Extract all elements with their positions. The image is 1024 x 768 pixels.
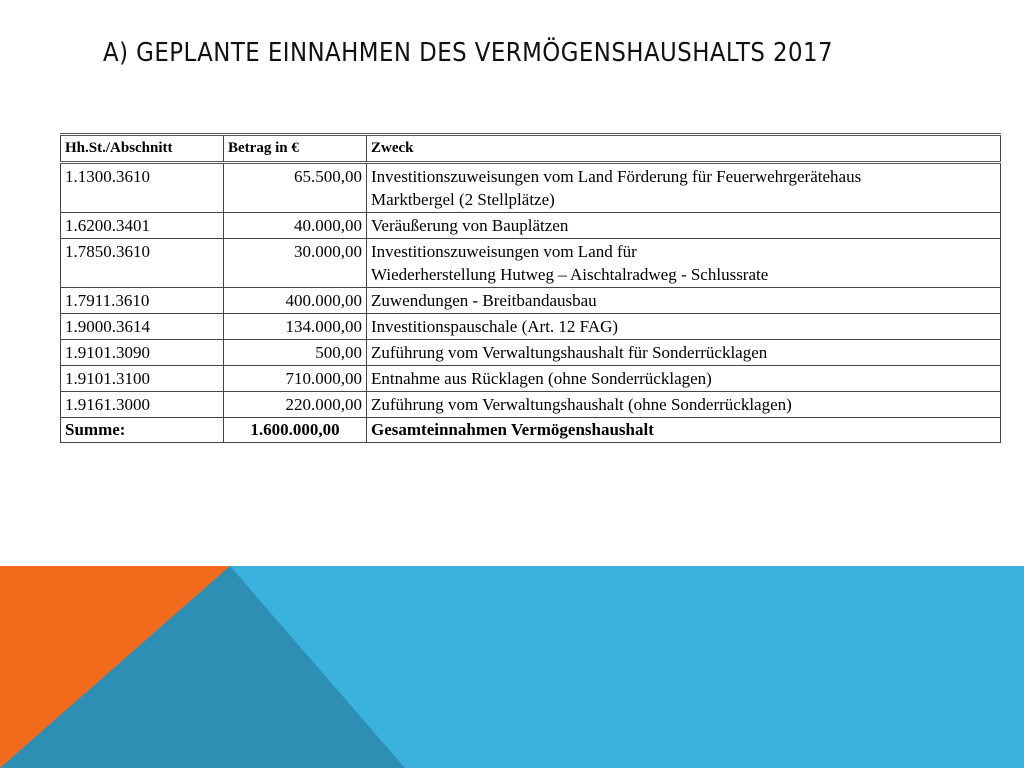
cell-amount: 400.000,00	[224, 288, 367, 314]
header-section: Hh.St./Abschnitt	[61, 135, 224, 163]
total-purpose: Gesamteinnahmen Vermögenshaushalt	[367, 418, 1001, 443]
table-row	[61, 213, 1001, 239]
decorative-footer	[0, 566, 1024, 768]
cell-purpose: Entnahme aus Rücklagen (ohne Sonderrücklagen)	[367, 366, 1001, 392]
table-header-row	[61, 135, 1001, 163]
header-amount: Betrag in €	[224, 135, 367, 163]
cell-purpose	[367, 239, 1001, 288]
slide-title: A) GEPLANTE EINNAHMEN DES VERMÖGENSHAUSHALTS 2017	[103, 38, 834, 68]
table-row	[61, 163, 1001, 213]
total-amount: 1.600.000,00	[224, 418, 367, 443]
table-row	[61, 314, 1001, 340]
cell-section: 1.6200.3401	[61, 213, 224, 239]
purpose-line: Marktbergel (2 Stellplätze)	[371, 190, 555, 209]
cell-amount: 65.500,00	[224, 163, 367, 213]
purpose-line: Wiederherstellung Hutweg – Aischtalradweg - Schlussrate	[371, 265, 769, 284]
total-row	[61, 418, 1001, 443]
revenue-table	[60, 133, 1001, 443]
cell-section: 1.9101.3100	[61, 366, 224, 392]
cell-section: 1.9000.3614	[61, 314, 224, 340]
cell-section: 1.9161.3000	[61, 392, 224, 418]
cell-section: 1.7850.3610	[61, 239, 224, 288]
purpose-line: Investitionszuweisungen vom Land Förderung für Feuerwehrgerätehaus	[371, 167, 862, 186]
cell-amount: 134.000,00	[224, 314, 367, 340]
cell-amount: 710.000,00	[224, 366, 367, 392]
cell-purpose: Veräußerung von Bauplätzen	[367, 213, 1001, 239]
cell-amount: 500,00	[224, 340, 367, 366]
cell-section: 1.1300.3610	[61, 163, 224, 213]
cell-amount: 30.000,00	[224, 239, 367, 288]
table-row	[61, 366, 1001, 392]
cell-purpose: Zuwendungen - Breitbandausbau	[367, 288, 1001, 314]
cell-section: 1.7911.3610	[61, 288, 224, 314]
header-purpose: Zweck	[367, 135, 1001, 163]
cell-amount: 40.000,00	[224, 213, 367, 239]
purpose-line: Investitionszuweisungen vom Land für	[371, 242, 637, 261]
table-row	[61, 239, 1001, 288]
cell-purpose: Zuführung vom Verwaltungshaushalt (ohne Sonderrücklagen)	[367, 392, 1001, 418]
cell-section: 1.9101.3090	[61, 340, 224, 366]
cell-purpose: Zuführung vom Verwaltungshaushalt für Sonderrücklagen	[367, 340, 1001, 366]
table-row	[61, 340, 1001, 366]
cell-purpose: Investitionspauschale (Art. 12 FAG)	[367, 314, 1001, 340]
total-label: Summe:	[61, 418, 224, 443]
cell-purpose	[367, 163, 1001, 213]
table-row	[61, 288, 1001, 314]
table-row	[61, 392, 1001, 418]
cell-amount: 220.000,00	[224, 392, 367, 418]
